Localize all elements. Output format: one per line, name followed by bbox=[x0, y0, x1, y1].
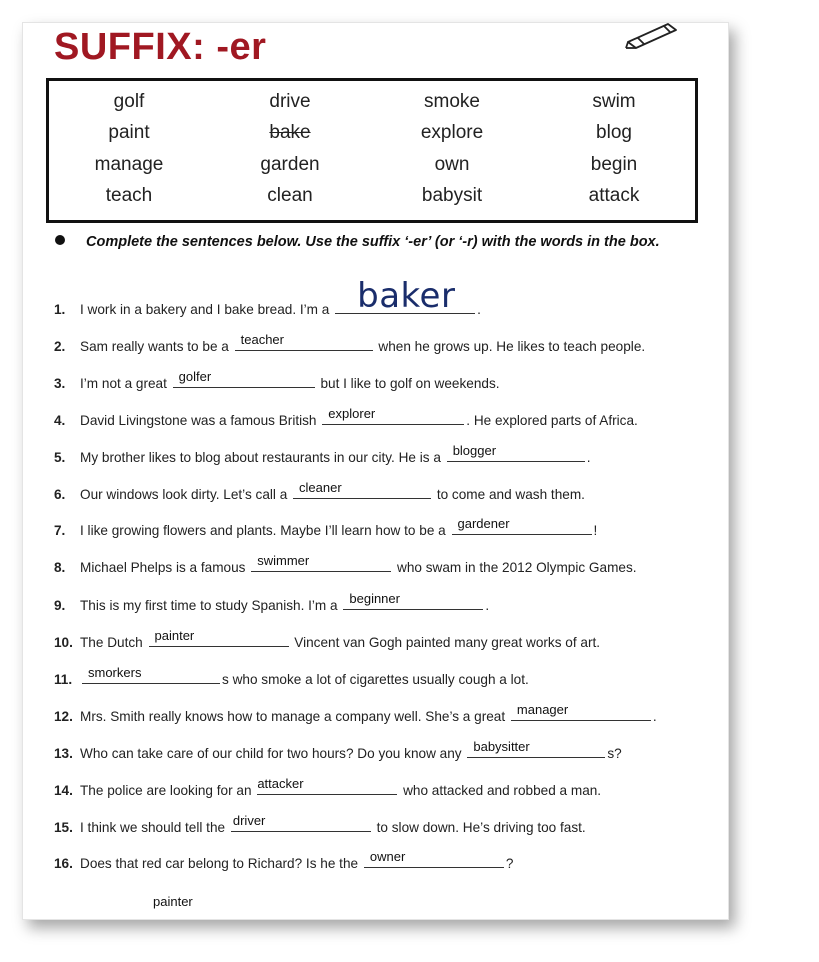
answer-blank[interactable] bbox=[149, 628, 289, 647]
word-clean: clean bbox=[267, 185, 313, 206]
answer-text: explorer bbox=[328, 406, 376, 421]
sentence-text: . bbox=[652, 709, 657, 724]
sentence-text: My brother likes to blog about restaurants in our city. He is a bbox=[80, 450, 445, 465]
answer-blank[interactable] bbox=[235, 332, 373, 351]
answer-blank[interactable] bbox=[364, 849, 504, 868]
answer-blank[interactable] bbox=[293, 480, 431, 499]
sentence-text: . bbox=[586, 450, 591, 465]
stray-answer-text: painter bbox=[153, 894, 193, 909]
sentence-number: 7. bbox=[54, 523, 66, 538]
sentence-text: . bbox=[485, 598, 490, 613]
answer-blank[interactable] bbox=[343, 591, 483, 610]
answer-blank[interactable] bbox=[173, 369, 315, 388]
sentence-text: I’m not a great bbox=[80, 376, 171, 391]
word-own: own bbox=[434, 154, 470, 175]
sentence-11 bbox=[54, 665, 529, 687]
sentence-text: ! bbox=[593, 523, 598, 538]
answer-blank[interactable] bbox=[231, 813, 371, 832]
answer-blank[interactable] bbox=[467, 739, 605, 758]
sentence-9 bbox=[54, 591, 490, 613]
sentence-text: to come and wash them. bbox=[433, 487, 585, 502]
answer-blank[interactable] bbox=[335, 276, 475, 316]
sentence-6 bbox=[54, 480, 585, 502]
bullet-dot bbox=[55, 235, 65, 245]
sentence-7 bbox=[54, 516, 598, 538]
answer-text: owner bbox=[369, 849, 406, 864]
word-bake-crossed: bake bbox=[269, 122, 311, 143]
sentence-number: 1. bbox=[54, 302, 66, 317]
answer-text: painter bbox=[154, 628, 195, 643]
sentence-text: Who can take care of our child for two hours? Do you know any bbox=[80, 746, 466, 761]
answer-blank[interactable] bbox=[511, 702, 651, 721]
sentence-text: Does that red car belong to Richard? Is he the bbox=[80, 856, 362, 871]
answer-text: cleaner bbox=[299, 480, 342, 495]
sentence-16 bbox=[54, 849, 514, 871]
answer-blank[interactable] bbox=[82, 665, 220, 684]
answer-text: baker bbox=[357, 276, 456, 316]
answer-text: attacker bbox=[257, 776, 304, 791]
sentence-text: I like growing flowers and plants. Maybe I’ll learn how to be a bbox=[80, 523, 450, 538]
answer-text: blogger bbox=[452, 443, 497, 458]
sentence-13 bbox=[54, 739, 622, 761]
answer-text: golfer bbox=[178, 369, 212, 384]
sentence-text: The Dutch bbox=[80, 635, 147, 650]
instructions: Complete the sentences below. Use the suffix ‘-er’ (or ‘-r) with the words in the box. bbox=[86, 234, 660, 250]
sentence-15 bbox=[54, 813, 586, 835]
page-title: SUFFIX: -er bbox=[54, 26, 267, 68]
answer-blank[interactable] bbox=[257, 776, 397, 795]
sentence-number: 13. bbox=[54, 746, 73, 761]
sentence-text: to slow down. He’s driving too fast. bbox=[372, 820, 586, 835]
answer-blank[interactable] bbox=[322, 406, 464, 425]
sentence-4 bbox=[54, 406, 638, 428]
answer-blank[interactable] bbox=[251, 553, 391, 572]
answer-text: driver bbox=[232, 813, 266, 828]
sentence-text: Vincent van Gogh painted many great works of art. bbox=[290, 635, 601, 650]
sentence-text: I work in a bakery and I bake bread. I’m a bbox=[80, 302, 334, 317]
sentence-number: 12. bbox=[54, 709, 73, 724]
sentence-number: 16. bbox=[54, 856, 73, 871]
sentence-text: . He explored parts of Africa. bbox=[466, 413, 638, 428]
sentence-5 bbox=[54, 443, 591, 465]
word-teach: teach bbox=[105, 185, 153, 206]
sentence-text: s? bbox=[607, 746, 622, 761]
pencil-icon bbox=[624, 22, 680, 50]
sentence-2 bbox=[54, 332, 646, 354]
answer-blank[interactable] bbox=[447, 443, 585, 462]
sentence-text: ? bbox=[505, 856, 514, 871]
sentence-number: 9. bbox=[54, 598, 66, 613]
sentence-number: 11. bbox=[54, 672, 73, 687]
sentence-14 bbox=[54, 776, 602, 798]
sentence-text: s who smoke a lot of cigarettes usually cough a lot. bbox=[222, 672, 529, 687]
sentence-number: 6. bbox=[54, 487, 66, 502]
sentence-text: Mrs. Smith really knows how to manage a company well. She’s a great bbox=[80, 709, 509, 724]
word-drive: drive bbox=[269, 91, 311, 112]
word-box bbox=[46, 78, 698, 223]
sentence-text: Our windows look dirty. Let’s call a bbox=[80, 487, 292, 502]
answer-text: smorkers bbox=[88, 665, 142, 680]
sentence-text: who attacked and robbed a man. bbox=[399, 783, 602, 798]
sentence-10 bbox=[54, 628, 601, 650]
word-manage: manage bbox=[94, 154, 164, 175]
word-begin: begin bbox=[590, 154, 638, 175]
sentence-number: 4. bbox=[54, 413, 66, 428]
sentence-12 bbox=[54, 702, 657, 724]
sentence-text: . bbox=[477, 302, 481, 317]
sentence-number: 3. bbox=[54, 376, 66, 391]
sentence-text: Michael Phelps is a famous bbox=[80, 560, 250, 575]
sentence-text: I think we should tell the bbox=[80, 820, 229, 835]
word-paint: paint bbox=[108, 122, 150, 143]
sentence-text: who swam in the 2012 Olympic Games. bbox=[393, 560, 637, 575]
sentence-text: David Livingstone was a famous British bbox=[80, 413, 321, 428]
answer-text: beginner bbox=[349, 591, 400, 606]
sentence-3 bbox=[54, 369, 500, 391]
answer-text: teacher bbox=[240, 332, 284, 347]
answer-text: babysitter bbox=[473, 739, 530, 754]
word-smoke: smoke bbox=[424, 91, 480, 112]
sentence-text: This is my first time to study Spanish. I’m a bbox=[80, 598, 342, 613]
sentence-number: 15. bbox=[54, 820, 73, 835]
word-explore: explore bbox=[420, 122, 484, 143]
sentence-number: 14. bbox=[54, 783, 73, 798]
word-garden: garden bbox=[260, 154, 320, 175]
sentence-text: but I like to golf on weekends. bbox=[316, 376, 500, 391]
sentence-number: 10. bbox=[54, 635, 73, 650]
sentence-number: 5. bbox=[54, 450, 66, 465]
answer-text: swimmer bbox=[257, 553, 310, 568]
sentence-number: 8. bbox=[54, 560, 66, 575]
sentence-text: when he grows up. He likes to teach people. bbox=[374, 339, 646, 354]
sentence-text: Sam really wants to be a bbox=[80, 339, 233, 354]
sentence-text: The police are looking for an bbox=[80, 783, 256, 798]
word-babysit: babysit bbox=[421, 185, 483, 206]
sentence-number: 2. bbox=[54, 339, 66, 354]
word-swim: swim bbox=[592, 91, 636, 112]
word-attack: attack bbox=[588, 185, 640, 206]
word-golf: golf bbox=[113, 91, 145, 112]
answer-text: manager bbox=[516, 702, 569, 717]
sentence-8 bbox=[54, 553, 637, 575]
sentence-1 bbox=[54, 276, 481, 317]
word-blog: blog bbox=[596, 122, 632, 143]
answer-text: gardener bbox=[457, 516, 510, 531]
answer-blank[interactable] bbox=[452, 516, 592, 535]
